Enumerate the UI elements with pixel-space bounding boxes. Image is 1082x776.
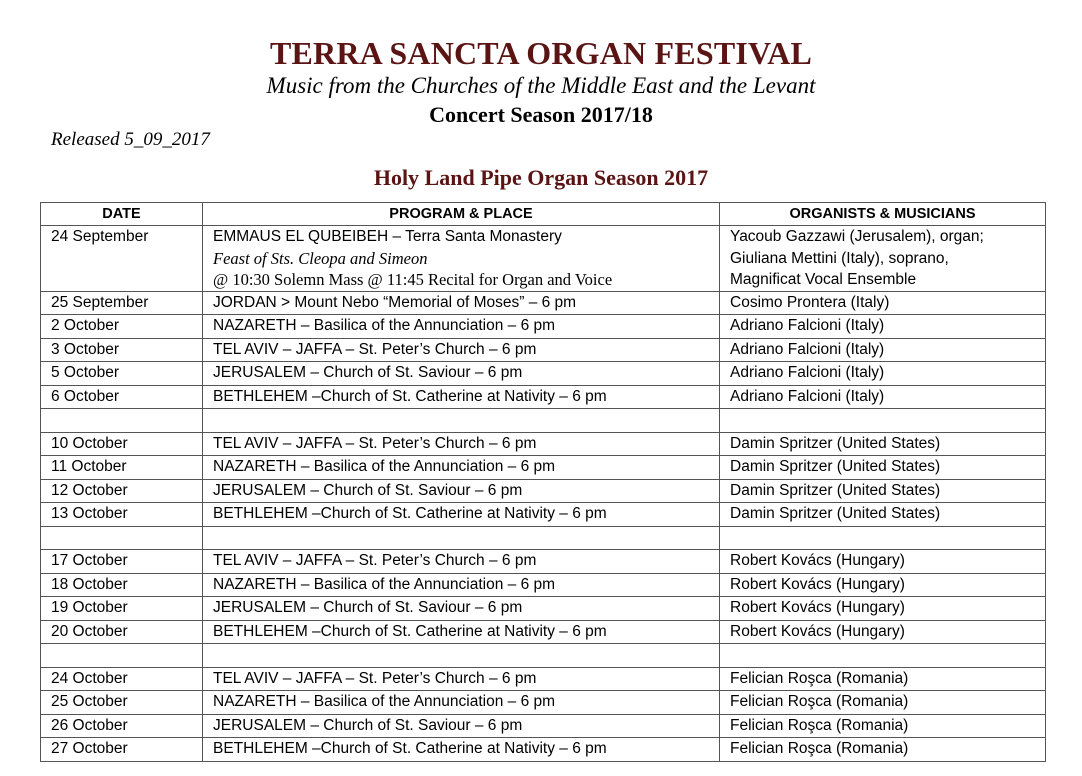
date-cell: 11 October — [41, 456, 203, 480]
program-cell: NAZARETH – Basilica of the Annunciation – 6 pm — [203, 573, 720, 597]
program-cell: JERUSALEM – Church of St. Saviour – 6 pm — [203, 714, 720, 738]
table-spacer-row — [41, 526, 1046, 550]
program-cell: TEL AVIV – JAFFA – St. Peter’s Church – 6 pm — [203, 667, 720, 691]
date-cell: 19 October — [41, 597, 203, 621]
program-cell — [203, 526, 720, 550]
table-row — [41, 362, 1046, 386]
musicians-cell: Robert Kovács (Hungary) — [720, 597, 1046, 621]
table-row — [41, 456, 1046, 480]
date-cell: 2 October — [41, 315, 203, 339]
date-cell — [41, 226, 203, 292]
date-cell: 18 October — [41, 573, 203, 597]
table-row — [41, 667, 1046, 691]
date-cell: 24 October — [41, 667, 203, 691]
musicians-cell: Felician Roşca (Romania) — [720, 691, 1046, 715]
table-row — [41, 573, 1046, 597]
program-cell: BETHLEHEM –Church of St. Catherine at Nativity – 6 pm — [203, 503, 720, 527]
date-cell: 5 October — [41, 362, 203, 386]
musician-line: Giuliana Mettini (Italy), soprano, — [730, 249, 949, 267]
musicians-cell: Robert Kovács (Hungary) — [720, 550, 1046, 574]
musicians-cell: Damin Spritzer (United States) — [720, 479, 1046, 503]
table-row — [41, 620, 1046, 644]
musicians-cell — [720, 409, 1046, 433]
table-row — [41, 385, 1046, 409]
table-spacer-row — [41, 644, 1046, 668]
date-text: 24 September — [51, 228, 149, 245]
table-header-row — [41, 203, 1046, 226]
column-header-date: DATE — [41, 203, 203, 226]
program-cell: JORDAN > Mount Nebo “Memorial of Moses” – 6 pm — [203, 291, 720, 315]
table-heading: Holy Land Pipe Organ Season 2017 — [373, 165, 709, 190]
feast-name: Feast of Sts. Cleopa and Simeon — [213, 248, 428, 268]
date-cell: 26 October — [41, 714, 203, 738]
table-row — [41, 550, 1046, 574]
schedule-table — [40, 202, 1046, 762]
date-cell: 20 October — [41, 620, 203, 644]
table-row — [41, 315, 1046, 339]
musician-line: Yacoub Gazzawi (Jerusalem), organ; — [730, 228, 984, 245]
program-cell — [203, 644, 720, 668]
program-cell: BETHLEHEM –Church of St. Catherine at Nativity – 6 pm — [203, 385, 720, 409]
date-cell — [41, 644, 203, 668]
table-row — [41, 597, 1046, 621]
program-cell: JERUSALEM – Church of St. Saviour – 6 pm — [203, 479, 720, 503]
date-cell: 25 October — [41, 691, 203, 715]
musicians-cell: Adriano Falcioni (Italy) — [720, 338, 1046, 362]
musicians-cell: Cosimo Prontera (Italy) — [720, 291, 1046, 315]
date-cell: 12 October — [41, 479, 203, 503]
concert-season: Concert Season 2017/18 — [429, 102, 653, 127]
date-cell: 13 October — [41, 503, 203, 527]
date-cell: 25 September — [41, 291, 203, 315]
column-header-program: PROGRAM & PLACE — [203, 203, 720, 226]
document-subtitle: Music from the Churches of the Middle East and the Levant — [266, 73, 816, 98]
musicians-cell: Felician Roşca (Romania) — [720, 714, 1046, 738]
date-cell: 17 October — [41, 550, 203, 574]
program-cell: TEL AVIV – JAFFA – St. Peter’s Church – 6 pm — [203, 432, 720, 456]
program-place: EMMAUS EL QUBEIBEH – Terra Santa Monastery — [213, 228, 562, 245]
program-cell: NAZARETH – Basilica of the Annunciation – 6 pm — [203, 691, 720, 715]
table-row — [41, 738, 1046, 762]
musicians-cell: Adriano Falcioni (Italy) — [720, 315, 1046, 339]
musicians-cell: Adriano Falcioni (Italy) — [720, 362, 1046, 386]
program-cell: BETHLEHEM –Church of St. Catherine at Nativity – 6 pm — [203, 620, 720, 644]
program-cell: TEL AVIV – JAFFA – St. Peter’s Church – 6 pm — [203, 550, 720, 574]
table-row — [41, 479, 1046, 503]
program-cell: NAZARETH – Basilica of the Annunciation – 6 pm — [203, 315, 720, 339]
musicians-cell: Felician Roşca (Romania) — [720, 667, 1046, 691]
program-times: @ 10:30 Solemn Mass @ 11:45 Recital for Organ and Voice — [213, 270, 613, 289]
program-cell: BETHLEHEM –Church of St. Catherine at Nativity – 6 pm — [203, 738, 720, 762]
table-row — [41, 291, 1046, 315]
program-cell: JERUSALEM – Church of St. Saviour – 6 pm — [203, 362, 720, 386]
musicians-cell — [720, 526, 1046, 550]
musicians-cell — [720, 226, 1046, 292]
column-header-musicians: ORGANISTS & MUSICIANS — [720, 203, 1046, 226]
date-cell: 27 October — [41, 738, 203, 762]
musicians-cell: Damin Spritzer (United States) — [720, 503, 1046, 527]
program-cell: JERUSALEM – Church of St. Saviour – 6 pm — [203, 597, 720, 621]
program-cell — [203, 409, 720, 433]
table-row — [41, 503, 1046, 527]
table-spacer-row — [41, 409, 1046, 433]
musicians-cell — [720, 644, 1046, 668]
document-title: TERRA SANCTA ORGAN FESTIVAL — [269, 35, 813, 71]
date-cell — [41, 409, 203, 433]
musician-line: Magnificat Vocal Ensemble — [730, 271, 917, 288]
table-row — [41, 432, 1046, 456]
musicians-cell: Robert Kovács (Hungary) — [720, 573, 1046, 597]
date-cell: 3 October — [41, 338, 203, 362]
musicians-cell: Robert Kovács (Hungary) — [720, 620, 1046, 644]
musicians-cell: Felician Roşca (Romania) — [720, 738, 1046, 762]
program-cell: TEL AVIV – JAFFA – St. Peter’s Church – 6 pm — [203, 338, 720, 362]
date-cell — [41, 526, 203, 550]
musicians-cell: Damin Spritzer (United States) — [720, 432, 1046, 456]
musicians-cell: Damin Spritzer (United States) — [720, 456, 1046, 480]
table-row — [41, 226, 1046, 292]
program-cell — [203, 226, 720, 292]
table-row — [41, 714, 1046, 738]
table-row — [41, 338, 1046, 362]
date-cell: 10 October — [41, 432, 203, 456]
release-date: Released 5_09_2017 — [51, 129, 210, 150]
date-cell: 6 October — [41, 385, 203, 409]
table-row — [41, 691, 1046, 715]
program-cell: NAZARETH – Basilica of the Annunciation – 6 pm — [203, 456, 720, 480]
musicians-cell: Adriano Falcioni (Italy) — [720, 385, 1046, 409]
